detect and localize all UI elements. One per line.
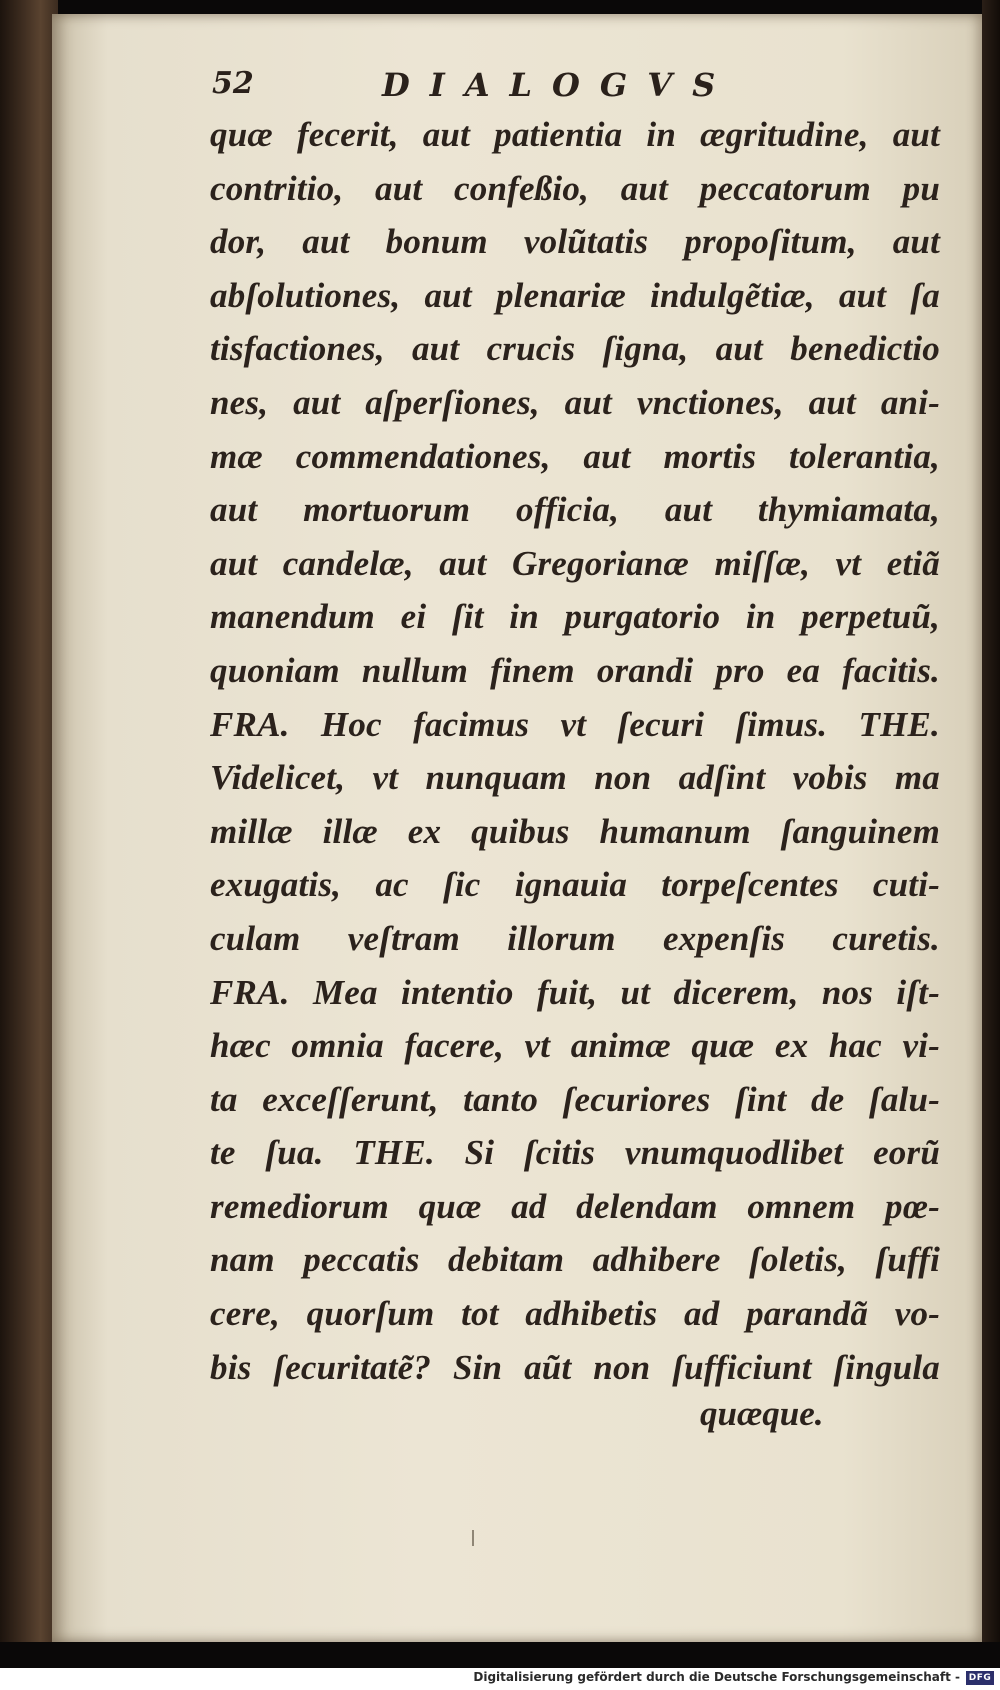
text-line: tisfactiones, aut crucis ſigna, aut benedictio <box>210 329 940 369</box>
text-line: quæ fecerit, aut patientia in ægritudine, aut <box>210 115 940 154</box>
text-line: remediorum quæ ad delendam omnem pœ- <box>210 1186 940 1226</box>
text-line: exugatis, ac ſic ignauia torpeſcentes cuti- <box>210 865 940 905</box>
text-line: FRA. Hoc facimus vt ſecuri ſimus. THE. <box>210 704 940 744</box>
dfg-logo-icon: DFG <box>966 1671 994 1685</box>
text-line: abſolutiones, aut plenariæ indulgẽtiæ, aut ſa <box>210 275 940 315</box>
text-line: nes, aut aſperſiones, aut vnctiones, aut ani- <box>210 382 940 422</box>
text-line: hæc omnia facere, vt animæ quæ ex hac vi- <box>210 1026 940 1066</box>
text-line: cere, quorſum tot adhibetis ad parandã vo- <box>210 1294 940 1334</box>
text-line: te ſua. THE. Si ſcitis vnumquodlibet eorũ <box>210 1133 940 1173</box>
text-line: mæ commendationes, aut mortis tolerantia, <box>210 436 940 476</box>
text-line: dor, aut bonum volũtatis propoſitum, aut <box>210 222 940 262</box>
text-line: quoniam nullum finem orandi pro ea facitis. <box>210 650 940 690</box>
text-line: manendum ei ſit in purgatorio in perpetuũ, <box>210 597 940 637</box>
running-head <box>212 66 932 114</box>
body-text <box>210 108 940 1394</box>
text-line: nam peccatis debitam adhibere ſoletis, ſuffi <box>210 1240 940 1280</box>
paper-mark <box>472 1530 474 1546</box>
running-title: DIALOGVS <box>382 66 736 104</box>
funding-credit: Digitalisierung gefördert durch die Deutsche Forschungsgemeinschaft - <box>473 1670 960 1684</box>
text-line: bis ſecuritatẽ? Sin aũt non ſufficiunt ſingula <box>210 1347 940 1387</box>
text-line: aut candelæ, aut Gregorianæ miſſæ, vt etiã <box>210 543 940 583</box>
text-line: millæ illæ ex quibus humanum ſanguinem <box>210 811 940 851</box>
text-line: aut mortuorum officia, aut thymiamata, <box>210 490 940 530</box>
book-right-edge <box>982 0 1000 1642</box>
text-line: culam veſtram illorum expenſis curetis. <box>210 918 940 958</box>
text-line: ta exceſſerunt, tanto ſecuriores ſint de ſalu- <box>210 1079 940 1119</box>
catchword: quæque. <box>700 1394 824 1433</box>
book-spine <box>0 0 58 1642</box>
text-line: Videlicet, vt nunquam non adſint vobis ma <box>210 758 940 798</box>
page-number: 52 <box>212 66 254 101</box>
footer-bar <box>0 1668 1000 1690</box>
text-line: FRA. Mea intentio fuit, ut dicerem, nos iſt- <box>210 972 940 1012</box>
text-line: contritio, aut confeßio, aut peccatorum pu <box>210 168 940 208</box>
